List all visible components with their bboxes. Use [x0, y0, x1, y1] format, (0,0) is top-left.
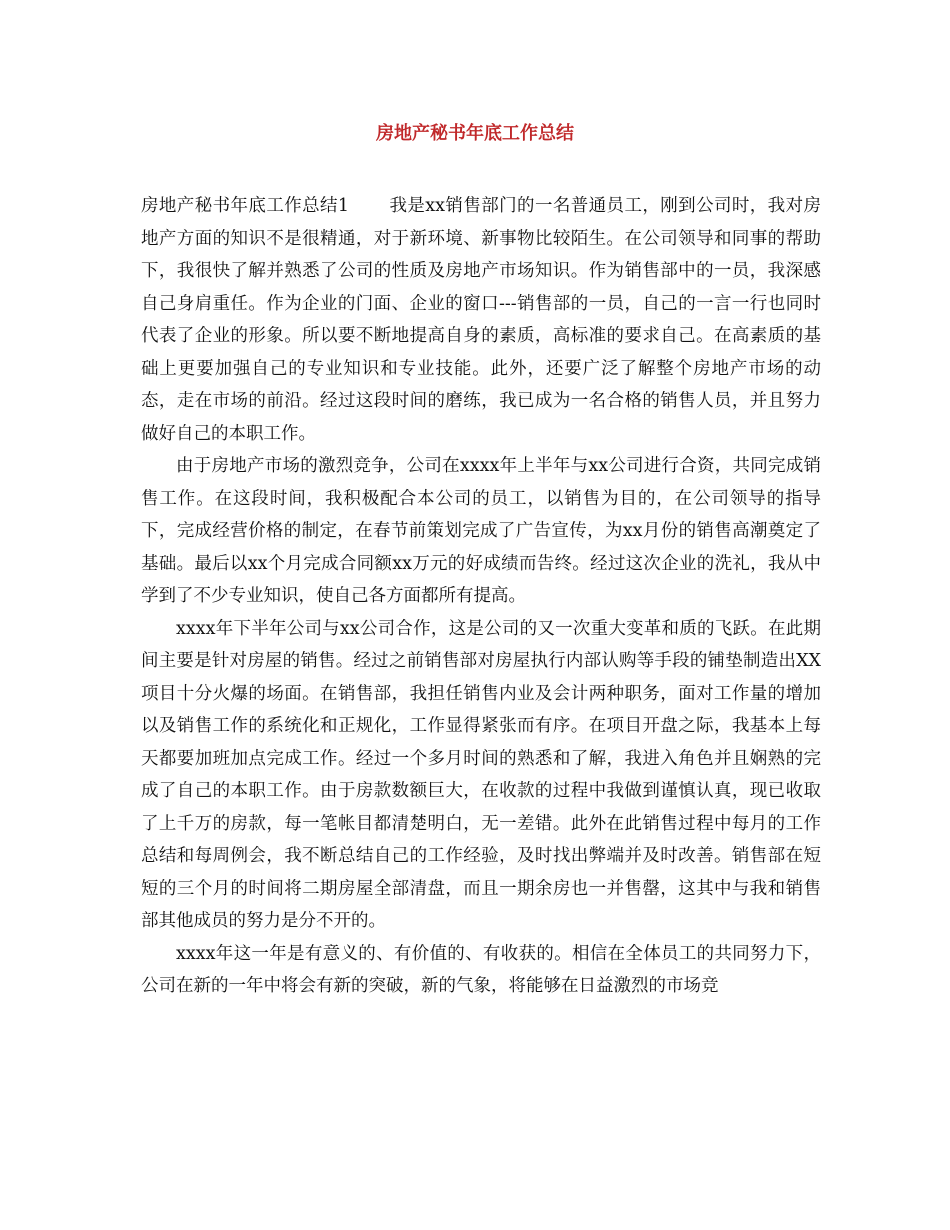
document-title: 房地产秘书年底工作总结 [376, 123, 574, 144]
paragraph-1 [141, 190, 821, 450]
paragraph-1-text: 我是xx销售部门的一名普通员工，刚到公司时，我对房地产方面的知识不是很精通，对于新环境、新事物比较陌生。在公司领导和同事的帮助下，我很快了解并熟悉了公司的性质及房地产市场知识。作为销售部中的一员，我深感自己身肩重任。作为企业的门面、企业的窗口---销售部的一员，自己的一言一行也同时代表了企业的形象。所以要不断地提高自身的素质，高标准的要求自己。在高素质的基础上更要加强自己的专业知识和专业技能。此外，还要广泛了解整个房地产市场的动态，走在市场的前沿。经过这段时间的磨练，我已成为一名合格的销售人员，并且努力做好自己的本职工作。 [141, 196, 821, 444]
paragraph-2: 由于房地产市场的激烈竞争，公司在xxxx年上半年与xx公司进行合资，共同完成销售工作。在这段时间，我积极配合本公司的员工，以销售为目的，在公司领导的指导下，完成经营价格的制定，在春节前策划完成了广告宣传，为xx月份的销售高潮奠定了基础。最后以xx个月完成合同额xx万元的好成绩而告终。经过这次企业的洗礼，我从中学到了不少专业知识，使自己各方面都所有提高。 [141, 456, 821, 606]
paragraph-4: xxxx年这一年是有意义的、有价值的、有收获的。相信在全体员工的共同努力下，公司在新的一年中将会有新的突破，新的气象，将能够在日益激烈的市场竞 [141, 943, 821, 996]
section-heading: 房地产秘书年底工作总结1 [141, 196, 350, 216]
document-body [141, 190, 821, 1003]
paragraph-3: xxxx年下半年公司与xx公司合作，这是公司的又一次重大变革和质的飞跃。在此期间主要是针对房屋的销售。经过之前销售部对房屋执行内部认购等手段的铺垫制造出XX项目十分火爆的场面。在销售部，我担任销售内业及会计两种职务，面对工作量的增加以及销售工作的系统化和正规化，工作显得紧张而有序。在项目开盘之际，我基本上每天都要加班加点完成工作。经过一个多月时间的熟悉和了解，我进入角色并且娴熟的完成了自己的本职工作。由于房款数额巨大，在收款的过程中我做到谨慎认真，现已收取了上千万的房款，每一笔帐目都清楚明白，无一差错。此外在此销售过程中每月的工作总结和每周例会，我不断总结自己的工作经验，及时找出弊端并及时改善。销售部在短短的三个月的时间将二期房屋全部清盘，而且一期余房也一并售罄，这其中与我和销售部其他成员的努力是分不开的。 [141, 618, 821, 931]
